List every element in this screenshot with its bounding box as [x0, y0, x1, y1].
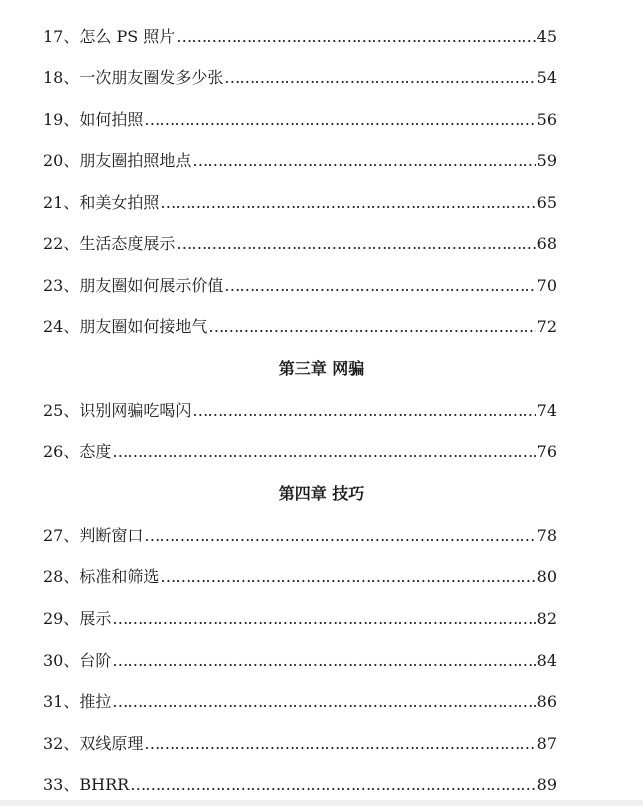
entry-page-number: 68	[536, 234, 557, 253]
entry-page-number: 56	[536, 110, 557, 129]
entry-title: 双线原理	[79, 734, 144, 753]
entry-page-number: 74	[536, 401, 557, 420]
dot-leader	[176, 25, 535, 49]
entry-title: 怎么 PS 照片	[79, 27, 176, 46]
toc-entry	[43, 773, 557, 797]
toc-entry	[43, 732, 557, 756]
dot-leader	[160, 191, 535, 215]
toc-entry	[43, 565, 557, 589]
toc-entry	[43, 690, 557, 714]
entry-title: 台阶	[79, 651, 112, 670]
toc-entry	[43, 440, 557, 464]
entry-title: 推拉	[79, 692, 112, 711]
entry-title: 和美女拍照	[79, 193, 160, 212]
chapter-heading: 第三章 网骗	[278, 359, 365, 378]
entry-number: 17、	[43, 27, 80, 46]
entry-number: 31、	[43, 692, 80, 711]
entry-number: 21、	[43, 193, 80, 212]
toc-entry	[43, 399, 557, 423]
entry-number: 25、	[43, 401, 80, 420]
entry-page-number: 45	[536, 27, 557, 46]
dot-leader	[176, 232, 535, 256]
entry-page-number: 82	[536, 609, 557, 628]
entry-number: 27、	[43, 526, 80, 545]
entry-title: 识别网骗吃喝闪	[79, 401, 192, 420]
dot-leader	[192, 149, 535, 173]
entry-number: 28、	[43, 567, 80, 586]
entry-page-number: 54	[536, 68, 557, 87]
entry-number: 20、	[43, 151, 80, 170]
toc-entry	[43, 149, 557, 173]
dot-leader	[224, 274, 535, 298]
dot-leader	[112, 649, 535, 673]
entry-page-number: 87	[536, 734, 557, 753]
entry-number: 33、	[43, 775, 80, 794]
dot-leader	[160, 565, 535, 589]
dot-leader	[130, 773, 535, 797]
entry-page-number: 76	[536, 442, 557, 461]
dot-leader	[112, 690, 535, 714]
entry-title: 标准和筛选	[79, 567, 160, 586]
toc-entry	[43, 524, 557, 548]
entry-number: 18、	[43, 68, 80, 87]
toc-entry	[43, 274, 557, 298]
entry-title: 朋友圈如何接地气	[79, 317, 208, 336]
entry-title: 展示	[79, 609, 112, 628]
entry-number: 29、	[43, 609, 80, 628]
entry-number: 26、	[43, 442, 80, 461]
toc-entry	[43, 649, 557, 673]
toc-entry	[43, 66, 557, 90]
entry-page-number: 84	[536, 651, 557, 670]
dot-leader	[112, 607, 535, 631]
toc-entry	[43, 315, 557, 339]
dot-leader	[144, 108, 535, 132]
page-bottom-edge	[0, 800, 643, 806]
entry-page-number: 80	[536, 567, 557, 586]
entry-page-number: 78	[536, 526, 557, 545]
entry-page-number: 59	[536, 151, 557, 170]
entry-page-number: 65	[536, 193, 557, 212]
entry-page-number: 70	[536, 276, 557, 295]
entry-title: 朋友圈拍照地点	[79, 151, 192, 170]
entry-title: BHRR	[79, 775, 130, 794]
entry-number: 23、	[43, 276, 80, 295]
dot-leader	[112, 440, 535, 464]
dot-leader	[208, 315, 535, 339]
dot-leader	[224, 66, 535, 90]
toc-entry	[43, 607, 557, 631]
entry-title: 判断窗口	[79, 526, 144, 545]
entry-page-number: 86	[536, 692, 557, 711]
entry-page-number: 89	[536, 775, 557, 794]
toc-entry	[43, 108, 557, 132]
dot-leader	[144, 524, 535, 548]
chapter-heading: 第四章 技巧	[278, 484, 365, 503]
entry-number: 32、	[43, 734, 80, 753]
dot-leader	[192, 399, 535, 423]
entry-number: 19、	[43, 110, 80, 129]
entry-title: 如何拍照	[79, 110, 144, 129]
entry-title: 一次朋友圈发多少张	[79, 68, 224, 87]
entry-page-number: 72	[536, 317, 557, 336]
entry-title: 生活态度展示	[79, 234, 176, 253]
entry-number: 30、	[43, 651, 80, 670]
dot-leader	[144, 732, 535, 756]
entry-number: 22、	[43, 234, 80, 253]
entry-title: 态度	[79, 442, 112, 461]
toc-entry	[43, 191, 557, 215]
entry-title: 朋友圈如何展示价值	[79, 276, 224, 295]
toc-entry	[43, 232, 557, 256]
entry-number: 24、	[43, 317, 80, 336]
toc-entry	[43, 25, 557, 49]
